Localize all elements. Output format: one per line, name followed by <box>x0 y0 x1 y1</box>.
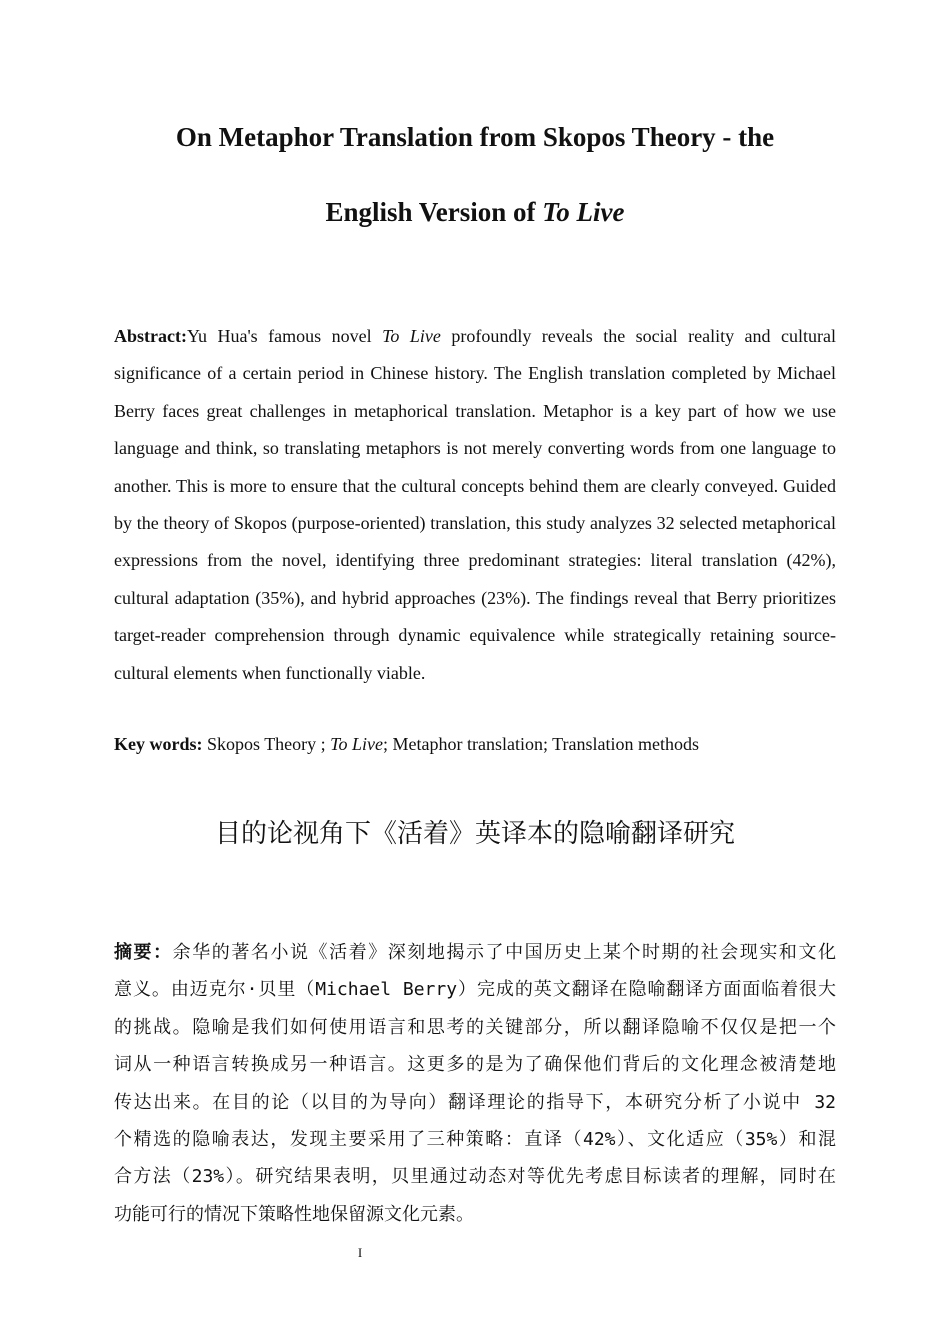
english-abstract-text-1: Yu Hua's famous novel <box>186 326 383 346</box>
chinese-abstract-line: 个精选的隐喻表达，发现主要采用了三种策略：直译（42%）、文化适应（35%）和混 <box>114 1129 836 1151</box>
chinese-abstract-line: 传达出来。在目的论（以目的为导向）翻译理论的指导下，本研究分析了小说中 32 <box>114 1091 836 1113</box>
page-number: I <box>357 1245 363 1260</box>
english-title-italic: To Live <box>542 197 625 227</box>
chinese-abstract-line: 功能可行的情况下策略性地保留源文化元素。 <box>114 1203 474 1225</box>
keywords-italic: To Live <box>330 734 384 754</box>
english-abstract-italic: To Live <box>382 326 441 346</box>
keywords-text-1: Skopos Theory ; <box>202 734 331 754</box>
keywords-text-2: ; Metaphor translation; Translation methods <box>383 734 700 754</box>
english-title-line-2 <box>114 199 836 226</box>
english-abstract-label: Abstract: <box>114 326 187 346</box>
english-title-line-2-text: English Version of <box>325 197 543 227</box>
chinese-abstract <box>114 934 836 1233</box>
chinese-abstract-line-text: 余华的著名小说《活着》深刻地揭示了中国历史上某个时期的社会现实和文化 <box>172 942 837 963</box>
english-keywords <box>114 729 836 759</box>
chinese-abstract-line: 合方法（23%）。研究结果表明，贝里通过动态对等优先考虑目标读者的理解，同时在 <box>114 1166 836 1188</box>
english-abstract-text-2: profoundly reveals the social reality and cultural significance of a certain period in Chinese history. The English translation completed by Michael Berry faces great challenges in metaphorical translation. Metaphor is a key part of how we use language and think, so translating metaphors is not merely converting words from one language to another. This is more to ensure that the cultural concepts behind them are clearly conveyed. Guided by the theory of Skopos (purpose-oriented) translation, this study analyzes 32 selected metaphorical expressions from the novel, identifying three predominant strategies: literal translation (42%), cultural adaptation (35%), and hybrid approaches (23%). The findings reveal that Berry prioritizes target-reader comprehension through dynamic equivalence while strategically retaining source-cultural elements when functionally viable. <box>114 326 836 683</box>
chinese-abstract-label: 摘要： <box>114 942 173 963</box>
chinese-title: 目的论视角下《活着》英译本的隐喻翻译研究 <box>214 819 735 849</box>
chinese-abstract-line: 的挑战。隐喻是我们如何使用语言和思考的关键部分，所以翻译隐喻不仅仅是把一个 <box>114 1016 836 1038</box>
chinese-abstract-line: 意义。由迈克尔·贝里（Michael Berry）完成的英文翻译在隐喻翻译方面面临着很大 <box>114 979 836 1001</box>
keywords-label: Key words: <box>114 734 203 754</box>
chinese-abstract-line <box>114 934 836 971</box>
english-title-line-1: On Metaphor Translation from Skopos Theory - the <box>175 122 775 152</box>
chinese-abstract-line: 词从一种语言转换成另一种语言。这更多的是为了确保他们背后的文化理念被清楚地 <box>114 1054 836 1076</box>
english-abstract <box>114 318 836 692</box>
